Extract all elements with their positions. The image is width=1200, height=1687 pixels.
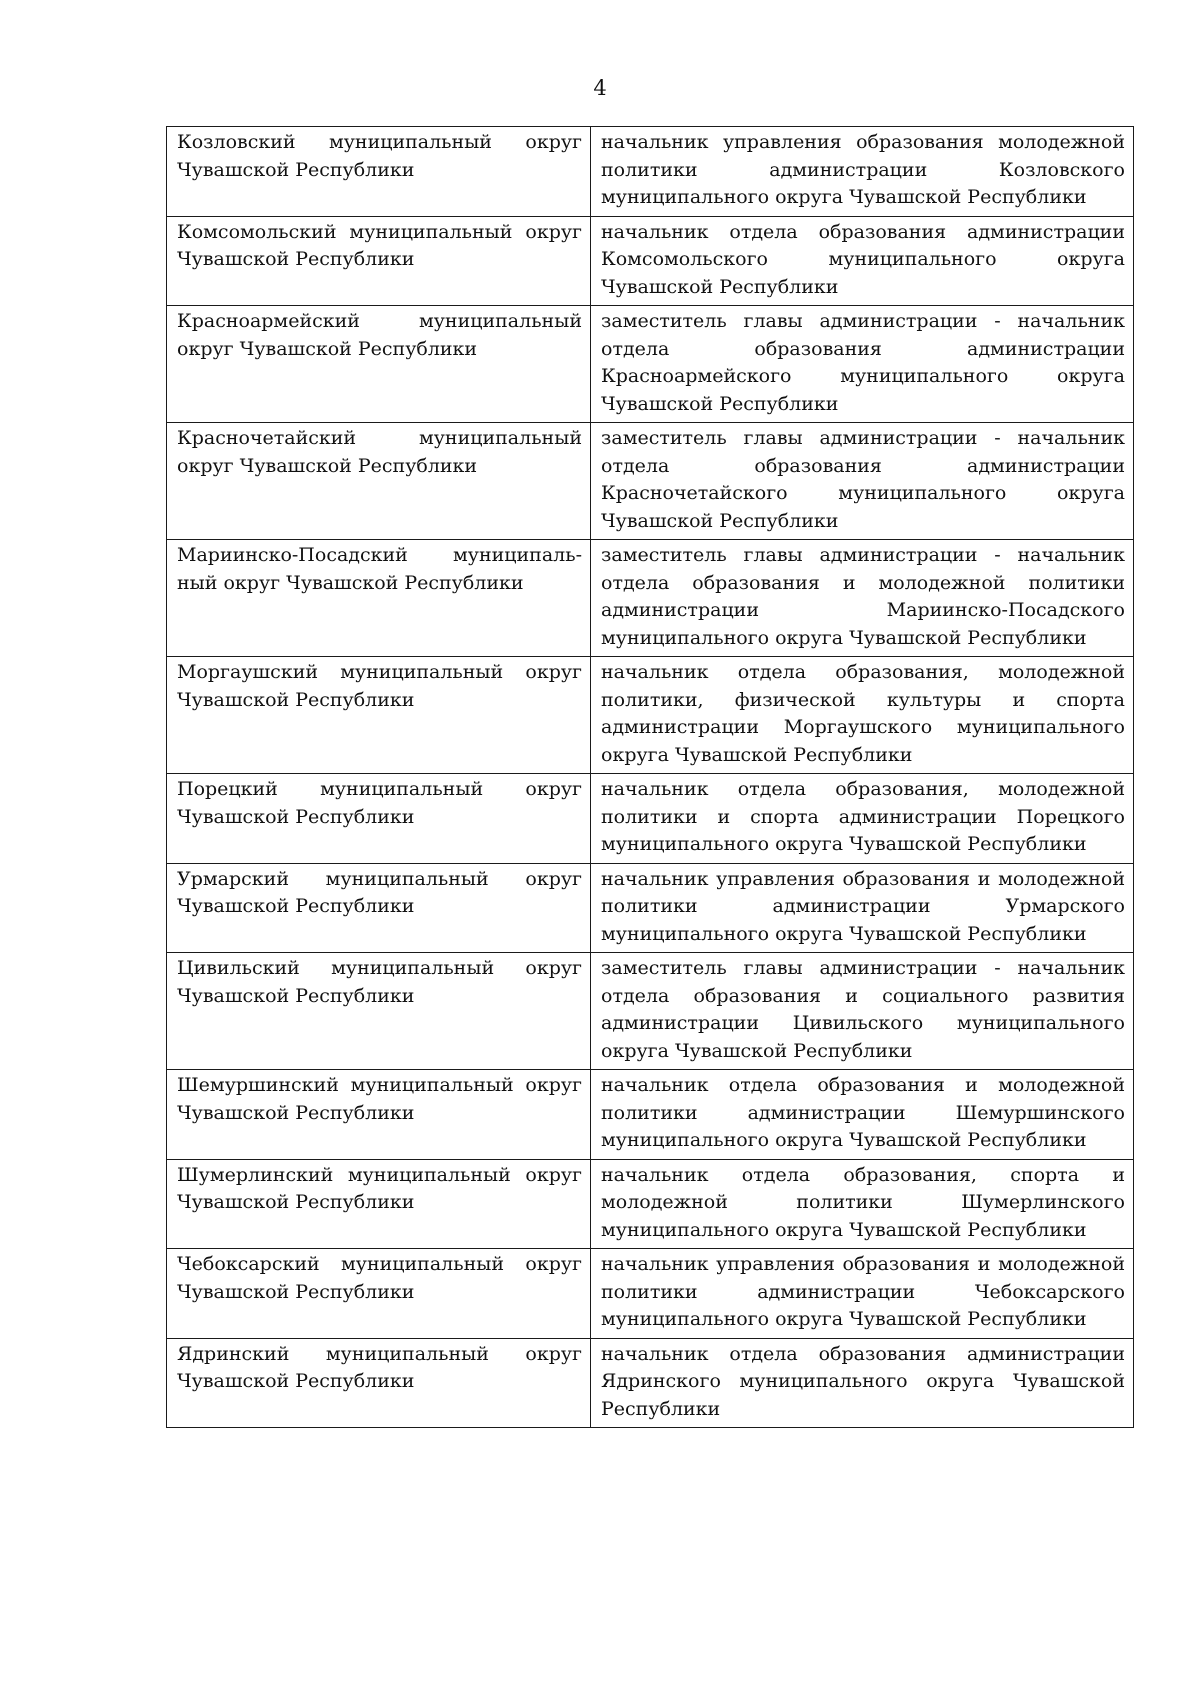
- table-row: [167, 774, 1134, 864]
- district-cell: Шумерлинский муниципальный округ Чувашской Республики: [167, 1159, 591, 1249]
- district-cell: Ядринский муниципальный округ Чувашской Республики: [167, 1338, 591, 1428]
- table-row: [167, 1070, 1134, 1160]
- table-row: [167, 1159, 1134, 1249]
- official-cell: начальник отдела образования, молодежной политики, физической культуры и спорта администрации Моргаушского муниципального округа Чувашской Республики: [591, 657, 1134, 774]
- district-cell: Моргаушский муниципальный округ Чувашской Республики: [167, 657, 591, 774]
- district-officials-table: [166, 126, 1134, 1428]
- table-row: [167, 863, 1134, 953]
- page-number: 4: [593, 76, 607, 100]
- table-row: [167, 216, 1134, 306]
- official-cell: начальник отдела образования администрации Комсомольского муниципального округа Чувашской Республики: [591, 216, 1134, 306]
- official-cell: заместитель главы администрации - начальник отдела образования администрации Красночетайского муниципального округа Чувашской Республики: [591, 423, 1134, 540]
- district-cell: Шемуршинский муниципальный округ Чувашской Республики: [167, 1070, 591, 1160]
- district-cell: Комсомольский муниципальный округ Чувашской Республики: [167, 216, 591, 306]
- table-row: [167, 657, 1134, 774]
- official-cell: заместитель главы администрации - начальник отдела образования и социального развития администрации Цивильского муниципального округа Чувашской Республики: [591, 953, 1134, 1070]
- table-row: [167, 953, 1134, 1070]
- official-cell: начальник отдела образования и молодежной политики администрации Шемуршинского муниципального округа Чувашской Республики: [591, 1070, 1134, 1160]
- district-cell: Цивильский муниципальный округ Чувашской Республики: [167, 953, 591, 1070]
- table-row: [167, 127, 1134, 217]
- official-cell: заместитель главы администрации - начальник отдела образования и молодежной политики администрации Мариинско-Посадского муниципального округа Чувашской Республики: [591, 540, 1134, 657]
- table-row: [167, 306, 1134, 423]
- official-cell: начальник отдела образования, молодежной политики и спорта администрации Порецкого муниципального округа Чувашской Республики: [591, 774, 1134, 864]
- district-cell: Красноармейский муниципальный округ Чувашской Республики: [167, 306, 591, 423]
- district-cell: Урмарский муниципальный округ Чувашской Республики: [167, 863, 591, 953]
- official-cell: начальник управления образования и молодежной политики администрации Чебоксарского муниципального округа Чувашской Республики: [591, 1249, 1134, 1339]
- district-cell: Мариинско-Посадский муниципаль-ный округ Чувашской Республики: [167, 540, 591, 657]
- official-cell: начальник управления образования и молодежной политики администрации Урмарского муниципального округа Чувашской Республики: [591, 863, 1134, 953]
- district-cell: Красночетайский муниципальный округ Чувашской Республики: [167, 423, 591, 540]
- table-row: [167, 423, 1134, 540]
- official-cell: начальник отдела образования, спорта и молодежной политики Шумерлинского муниципального округа Чувашской Республики: [591, 1159, 1134, 1249]
- district-cell: Козловский муниципальный округ Чувашской Республики: [167, 127, 591, 217]
- table-row: [167, 1249, 1134, 1339]
- official-cell: начальник отдела образования администрации Ядринского муниципального округа Чувашской Республики: [591, 1338, 1134, 1428]
- district-cell: Порецкий муниципальный округ Чувашской Республики: [167, 774, 591, 864]
- table-row: [167, 540, 1134, 657]
- table-row: [167, 1338, 1134, 1428]
- district-cell: Чебоксарский муниципальный округ Чувашской Республики: [167, 1249, 591, 1339]
- official-cell: заместитель главы администрации - начальник отдела образования администрации Красноармейского муниципального округа Чувашской Республики: [591, 306, 1134, 423]
- official-cell: начальник управления образования молодежной политики администрации Козловского муниципального округа Чувашской Республики: [591, 127, 1134, 217]
